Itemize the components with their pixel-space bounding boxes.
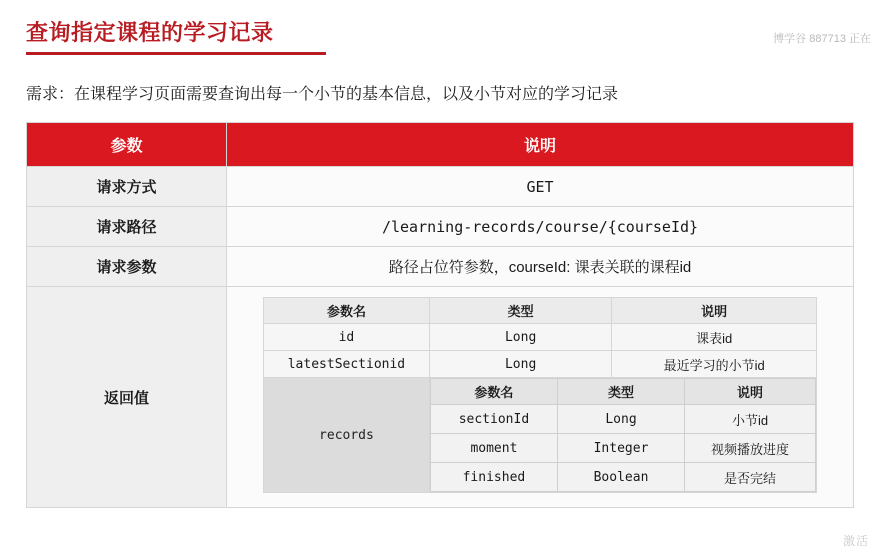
- title-underline: [26, 52, 326, 55]
- nested-field-type-finished: Boolean: [557, 463, 684, 492]
- nested-field-name-section-id: sectionId: [430, 405, 557, 434]
- table-row: [430, 463, 815, 492]
- inner-header-row: [264, 298, 817, 324]
- nested-header-row: [430, 379, 815, 405]
- table-row-records: [264, 378, 817, 493]
- return-value-body: [227, 287, 854, 508]
- nested-field-name-moment: moment: [430, 434, 557, 463]
- row-value-request-params: 路径占位符参数，courseId: 课表关联的课程id: [227, 247, 854, 287]
- table-row: [430, 434, 815, 463]
- nested-field-type-moment: Integer: [557, 434, 684, 463]
- field-desc-id: 课表id: [612, 324, 817, 351]
- row-label-return-value: 返回值: [27, 287, 227, 508]
- field-name-records: records: [264, 378, 430, 493]
- nested-field-desc-moment: 视频播放进度: [685, 434, 816, 463]
- row-label-request-path: 请求路径: [27, 207, 227, 247]
- header-param: 参数: [27, 123, 227, 167]
- field-name-id: id: [264, 324, 430, 351]
- row-value-request-method: GET: [227, 167, 854, 207]
- table-row-return: [27, 287, 854, 508]
- nested-field-desc-finished: 是否完结: [685, 463, 816, 492]
- row-label-request-params: 请求参数: [27, 247, 227, 287]
- table-row: [264, 351, 817, 378]
- table-row: [27, 207, 854, 247]
- field-name-latest-section-id: latestSectionid: [264, 351, 430, 378]
- table-row: [27, 167, 854, 207]
- nested-field-desc-section-id: 小节id: [685, 405, 816, 434]
- row-value-request-path: /learning-records/course/{courseId}: [227, 207, 854, 247]
- requirement-text: 需求：在课程学习页面需要查询出每一个小节的基本信息，以及小节对应的学习记录: [26, 86, 619, 103]
- api-spec-table: [26, 122, 854, 508]
- nested-header-type: 类型: [557, 379, 684, 405]
- table-row: [27, 247, 854, 287]
- header-description: 说明: [227, 123, 854, 167]
- page-title: 查询指定课程的学习记录: [26, 20, 274, 45]
- table-row: [430, 405, 815, 434]
- watermark-top: 博学谷 887713 正在: [773, 33, 871, 45]
- field-type-id: Long: [429, 324, 611, 351]
- nested-header-desc: 说明: [685, 379, 816, 405]
- field-type-latest-section-id: Long: [429, 351, 611, 378]
- field-desc-latest-section-id: 最近学习的小节id: [612, 351, 817, 378]
- watermark-bottom: 激活: [842, 534, 869, 548]
- table-header-row: [27, 123, 854, 167]
- nested-field-type-section-id: Long: [557, 405, 684, 434]
- nested-header-name: 参数名: [430, 379, 557, 405]
- inner-header-desc: 说明: [612, 298, 817, 324]
- records-fields-table: [430, 378, 816, 492]
- return-fields-table: [263, 297, 817, 493]
- inner-header-name: 参数名: [264, 298, 430, 324]
- inner-header-type: 类型: [429, 298, 611, 324]
- nested-field-name-finished: finished: [430, 463, 557, 492]
- records-nested-container: [429, 378, 816, 493]
- table-row: [264, 324, 817, 351]
- row-label-request-method: 请求方式: [27, 167, 227, 207]
